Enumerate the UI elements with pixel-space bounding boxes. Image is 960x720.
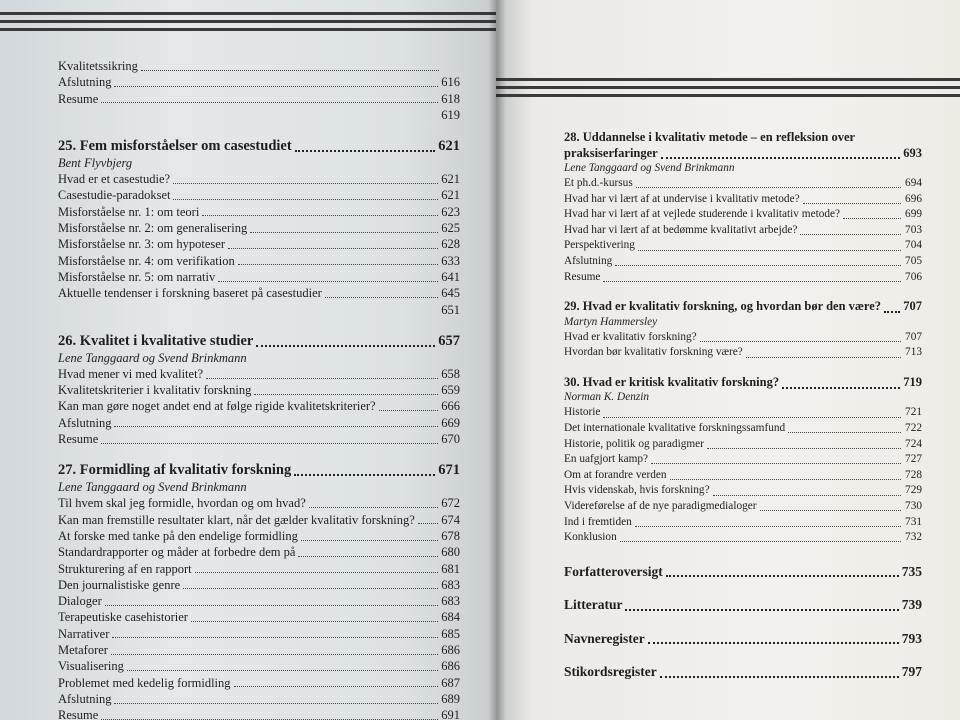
toc-entry: Resume 670: [58, 432, 460, 447]
chapter-title: 29. Hvad er kvalitativ forskning, og hvordan bør den være? 707: [564, 299, 922, 314]
toc-entry: Dialoger 683: [58, 594, 460, 609]
toc-entry: Ind i fremtiden 731: [564, 515, 922, 528]
toc-entry: Visualisering 686: [58, 659, 460, 674]
toc-entry: At forske med tanke på den endelige formidling 678: [58, 528, 460, 543]
chapter-30: [564, 375, 922, 546]
toc-entry: Metaforer 686: [58, 643, 460, 658]
toc-entry: Afslutning 669: [58, 415, 460, 430]
toc-entry: Misforståelse nr. 3: om hypoteser 628: [58, 237, 460, 252]
toc-entry: Et ph.d.-kursus 694: [564, 177, 922, 189]
toc-entry: Hvordan bør kvalitativ forskning være? 713: [564, 346, 922, 359]
header-rules: [0, 12, 498, 36]
chapter-27: [58, 461, 460, 720]
toc-entry: Standardrapporter og måder at forbedre dem på 680: [58, 545, 460, 560]
toc-entry: Afslutning 705: [564, 254, 922, 267]
chapter-author: Norman K. Denzin: [564, 391, 650, 404]
toc-entry: Til hvem skal jeg formidle, hvordan og om hvad? 672: [58, 496, 460, 511]
toc-entry: Hvad har vi lært af at undervise i kvalitativ metode? 696: [564, 192, 922, 205]
section-litteratur: Litteratur 739: [564, 597, 922, 613]
toc-entry: Om at forandre verden 728: [564, 468, 922, 481]
toc-entry: Afslutning 689: [58, 691, 460, 706]
toc-entry: Narrativer 685: [58, 626, 460, 641]
chapter-29: [564, 299, 922, 361]
toc-entry: Hvad er kvalitativ forskning? 707: [564, 330, 922, 343]
toc-entry: Historie 721: [564, 406, 922, 419]
chapter-author: Martyn Hammersley: [564, 315, 658, 328]
toc-entry: Afslutning 616: [58, 75, 460, 90]
toc-entry: Strukturering af en rapport 681: [58, 561, 460, 576]
chapter-author: Lene Tanggaard og Svend Brinkmann: [564, 162, 735, 174]
chapter-title: 25. Fem misforståelser om casestudiet 621: [58, 138, 460, 155]
section-forfatteroversigt: Forfatteroversigt 735: [564, 563, 922, 579]
toc-entry: Hvad er et casestudie? 621: [58, 172, 460, 187]
chapter-author: Lene Tanggaard og Svend Brinkmann: [58, 350, 247, 365]
toc-entry: Historie, politik og paradigmer 724: [564, 437, 922, 450]
chapter-25: [58, 137, 460, 318]
chapter-title: 28. Uddannelse i kvalitativ metode – en refleksion over praksiserfaringer 693: [564, 130, 922, 160]
chapter-title: 30. Hvad er kritisk kvalitativ forskning? 719: [564, 374, 922, 389]
section-stikordsregister: Stikordsregister 797: [564, 664, 922, 680]
toc-entry: Hvad mener vi med kvalitet? 658: [58, 366, 460, 381]
chapter-26: [58, 332, 460, 447]
toc-entry: Resume 691: [58, 708, 460, 720]
toc-entry: 619: [441, 107, 460, 122]
toc-entry: Resume 706: [564, 270, 922, 283]
toc-entry: Den journalistiske genre 683: [58, 577, 460, 592]
toc-entry: Det internationale kvalitative forskningssamfund 722: [564, 421, 922, 434]
toc-entry: 651: [441, 302, 460, 317]
toc-entry: Kvalitetssikring: [58, 58, 460, 74]
section-navneregister: Navneregister 793: [564, 630, 922, 646]
toc-entry: Konklusion 732: [564, 531, 922, 544]
header-rules: [496, 78, 960, 102]
toc-entry: Hvis videnskab, hvis forskning? 729: [564, 484, 922, 497]
toc-entry: Perspektivering 704: [564, 239, 922, 252]
toc-entry: Misforståelse nr. 5: om narrativ 641: [58, 269, 460, 284]
book-gutter: [488, 0, 506, 720]
toc-entry: Misforståelse nr. 4: om verifikation 633: [58, 253, 460, 268]
chapter-author: Lene Tanggaard og Svend Brinkmann: [58, 480, 247, 495]
toc-entry: Kan man gøre noget andet end at følge rigide kvalitetskriterier? 666: [58, 399, 460, 414]
toc-entry: Kan man fremstille resultater klart, når det gælder kvalitativ forskning? 674: [58, 512, 460, 527]
toc-entry: Videreførelse af de nye paradigmedialoger 730: [564, 499, 922, 512]
toc-entry: Misforståelse nr. 2: om generalisering 625: [58, 221, 460, 236]
toc-entry: Hvad har vi lært af at bedømme kvalitativt arbejde? 703: [564, 223, 922, 236]
toc-entry: Terapeutiske casehistorier 684: [58, 610, 460, 625]
chapter-title: 26. Kvalitet i kvalitative studier 657: [58, 332, 460, 349]
chapter-author: Bent Flyvbjerg: [58, 156, 133, 171]
chapter-title: 27. Formidling af kvalitativ forskning 671: [58, 462, 460, 479]
chapter-28: [564, 130, 922, 285]
toc-entry: Resume 618: [58, 91, 460, 106]
right-page: [496, 0, 960, 720]
toc-entry: Misforståelse nr. 1: om teori 623: [58, 204, 460, 219]
toc-entry: Casestudie-paradokset 621: [58, 188, 460, 203]
toc-entry: En uafgjort kamp? 727: [564, 453, 922, 466]
top-items: [58, 58, 460, 123]
toc-entry: Hvad har vi lært af at vejlede studerende i kvalitativ metode? 699: [564, 208, 922, 221]
toc-entry: Aktuelle tendenser i forskning baseret på casestudier 645: [58, 286, 460, 301]
toc-entry: Problemet med kedelig formidling 687: [58, 675, 460, 690]
toc-entry: Kvalitetskriterier i kvalitativ forskning 659: [58, 383, 460, 398]
